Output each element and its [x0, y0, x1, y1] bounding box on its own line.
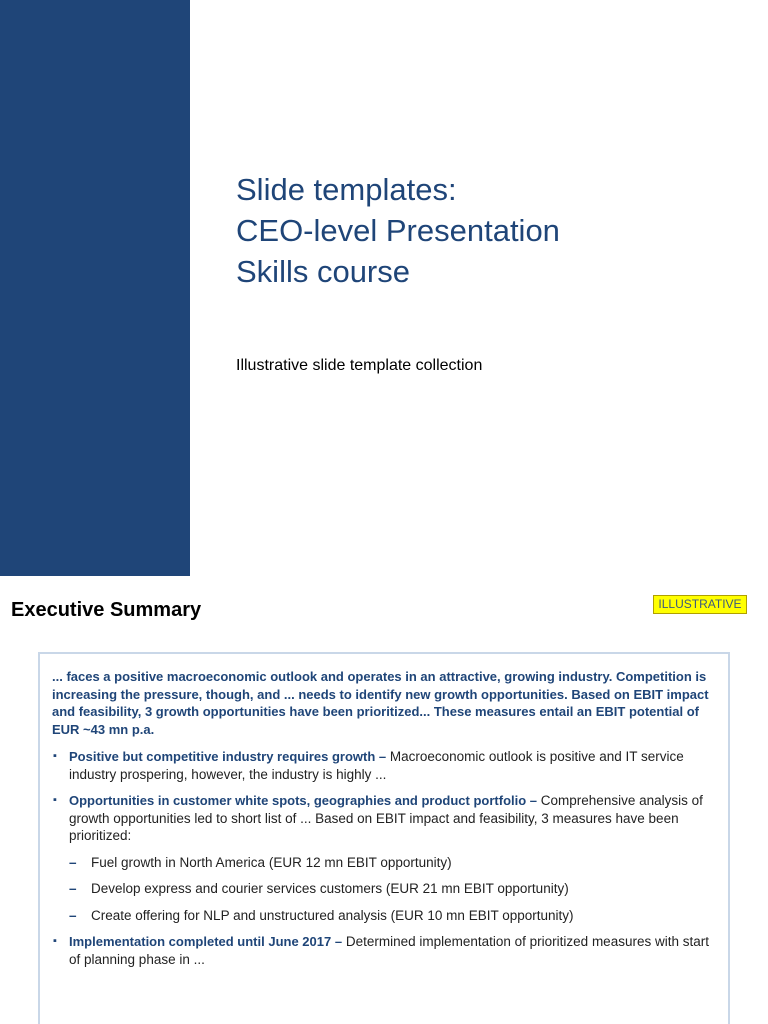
sub-bullet-list — [69, 854, 716, 925]
bullet-text: Comprehensive analysis of growth opportunities led to short list of ... Based on EBIT impact and feasibility, 3 measures have been prioritized: — [69, 793, 703, 843]
square-bullet-icon: ▪ — [53, 750, 57, 762]
sub-bullet-text: Fuel growth in North America (EUR 12 mn EBIT opportunity) — [91, 854, 452, 870]
bullet-item — [52, 933, 716, 968]
sub-bullet-text: Create offering for NLP and unstructured analysis (EUR 10 mn EBIT opportunity) — [91, 907, 574, 923]
bullet-item — [52, 748, 716, 783]
summary-box — [38, 652, 730, 1024]
bullet-text: Macroeconomic outlook is positive and IT service industry prospering, however, the industry is highly ... — [69, 749, 684, 782]
executive-summary-slide — [0, 576, 768, 1024]
bullet-list — [52, 748, 716, 968]
dash-bullet-icon: – — [69, 854, 77, 870]
sub-bullet-text: Develop express and courier services customers (EUR 21 mn EBIT opportunity) — [91, 881, 569, 896]
title-line-1: Slide templates: — [236, 172, 457, 207]
bullet-text: Determined implementation of prioritized measures with start of planning phase in ... — [69, 934, 709, 967]
lead-statement: ... faces a positive macroeconomic outlook and operates in an attractive, growing industry. Competition is increasing the pressure, though, and ... needs to identify new growth opportunities. Based on EBIT impact and feasibility, 3 growth opportunities have been prioritized... These measures entail an EBIT potential of EUR ~43 mn p.a. — [52, 669, 709, 737]
sub-bullet-item — [69, 880, 716, 898]
bullet-heading: Positive but competitive industry requires growth – — [69, 749, 387, 764]
title-line-3: Skills course — [236, 254, 410, 289]
dash-bullet-icon: – — [69, 881, 77, 896]
square-bullet-icon: ▪ — [53, 935, 57, 947]
title-line-2: CEO-level Presentation — [236, 213, 560, 248]
sub-bullet-item — [69, 854, 716, 872]
bullet-heading: Implementation completed until June 2017 – — [69, 934, 343, 949]
bullet-item — [52, 792, 716, 924]
sub-bullet-item — [69, 907, 716, 925]
page-title: Executive Summary — [11, 599, 202, 621]
bullet-heading: Opportunities in customer white spots, geographies and product portfolio – — [69, 793, 538, 808]
illustrative-tag: ILLUSTRATIVE — [653, 595, 747, 614]
sidebar-accent-bar — [0, 0, 190, 576]
slide-subtitle: Illustrative slide template collection — [236, 357, 483, 374]
dash-bullet-icon: – — [69, 907, 77, 923]
square-bullet-icon: ▪ — [53, 794, 57, 806]
slide-title — [236, 169, 746, 292]
